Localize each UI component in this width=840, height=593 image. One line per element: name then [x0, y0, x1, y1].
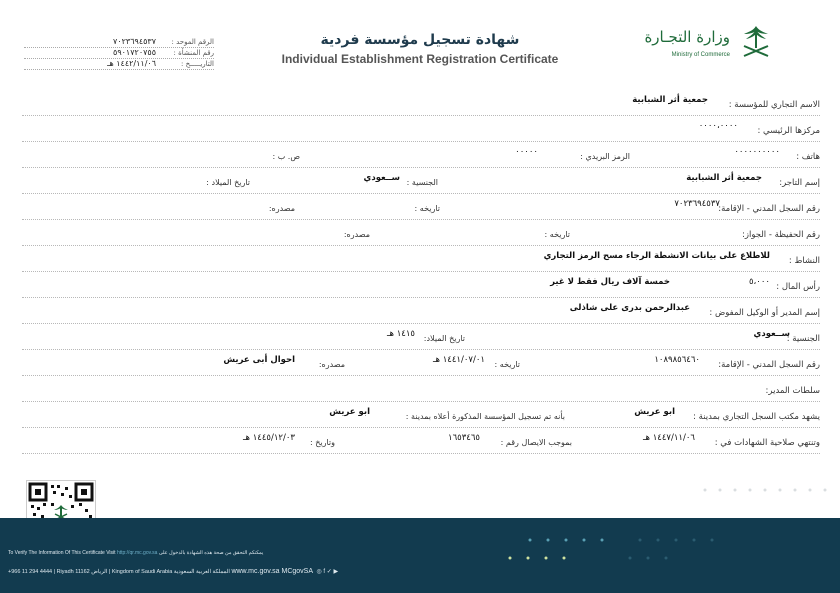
postal-value: ٠٠٠٠٠	[515, 147, 538, 157]
receipt-date-label: وتاريخ :	[309, 438, 335, 447]
manager-authority-label: سلطات المدير:	[765, 386, 820, 396]
nationality-label: الجنسية :	[406, 178, 438, 187]
title-english: Individual Establishment Registration Certificate	[281, 52, 559, 66]
manager-source-value: احوال أبى عريش	[223, 355, 295, 365]
unified-number-value: ٧٠٢٣٦٩٤٥٣٧	[113, 37, 156, 46]
manager-dob-value: ١٤١٥ هـ	[387, 329, 415, 339]
family-row	[22, 226, 820, 246]
date-label: التاريـــــخ :	[180, 60, 214, 68]
verify-text-ar: يمكنكم التحقق من صحة هذه الشهادة بالدخول على	[158, 550, 264, 556]
manager-row	[22, 304, 820, 324]
nationality-value: ســعودي	[363, 173, 400, 183]
main-center-value: ٠٠٠٠،٠٠٠٠	[698, 121, 738, 131]
certify-text: بأنه تم تسجيل المؤسسة المذكورة أعلاه بمدينة :	[405, 412, 565, 421]
unified-number-label: الرقم الموحد :	[171, 38, 214, 46]
manager-civil-row	[22, 356, 820, 376]
receipt-label: بموجب الايصال رقم :	[500, 438, 572, 447]
ministry-logo	[644, 22, 776, 70]
manager-dob-label: تاريخ الميلاد:	[423, 334, 465, 343]
manager-civil-label: رقم السجل المدني - الإقامة:	[718, 360, 820, 370]
civil-label: رقم السجل المدني - الإقامة:	[718, 204, 820, 214]
phone-row	[22, 148, 820, 168]
family-label: رقم الحفيظة - الجواز:	[742, 230, 820, 240]
postal-label: الرمز البريدي :	[580, 152, 630, 161]
establishment-number-label: رقم المنشأة :	[173, 49, 214, 57]
verify-text	[8, 550, 263, 556]
decorative-dots	[700, 485, 830, 503]
footer-dots	[500, 528, 720, 568]
activity-label: النشاط :	[788, 256, 820, 266]
family-source-label: مصدره:	[343, 230, 370, 239]
capital-row	[22, 278, 820, 298]
phone-value: ٠٠٠٠٠٠٠٠٠٠	[734, 147, 780, 157]
verify-text-en: To Verify The Information Of This Certificate Visit	[8, 550, 116, 556]
phone-label: هاتف :	[796, 152, 820, 162]
contact-details: +966 11 294 4444 | Riyadh 11162 الرياض | Kingdom of Saudi Arabia المملكة العربية السعودية	[8, 569, 230, 575]
expiry-label: وتنتهي صلاحية الشهادات في :	[714, 438, 820, 448]
activity-row	[22, 252, 820, 272]
trade-name-row	[22, 96, 820, 116]
main-center-row	[22, 122, 820, 142]
manager-date-label: تاريخه :	[494, 360, 520, 369]
office-row	[22, 408, 820, 428]
activity-value: للاطلاع على بيانات الانشطة الرجاء مسح الرمز التجاري	[543, 251, 770, 261]
website-link[interactable]: www.mc.gov.sa MCgovSA	[231, 568, 313, 575]
manager-nationality-label: الجنسية :	[786, 334, 820, 344]
contact-info	[8, 568, 338, 575]
merchant-row	[22, 174, 820, 194]
establishment-number-value: ٥٩٠١٧٢٠٧٥٥	[113, 48, 156, 57]
office-city: ابو عريش	[634, 407, 675, 417]
pobox-label: ص. ب :	[272, 152, 300, 161]
manager-source-label: مصدره:	[318, 360, 345, 369]
capital-label: رأس المال :	[776, 282, 820, 292]
merchant-value: جمعية أثر الشبابية	[686, 173, 762, 183]
receipt-date-value: ١٤٤٥/١٢/٠٣ هـ	[243, 433, 295, 443]
manager-nationality-row	[22, 330, 820, 350]
certify-city: ابو عريش	[329, 407, 370, 417]
family-date-label: تاريخه :	[544, 230, 570, 239]
manager-label: إسم المدير أو الوكيل المفوض :	[709, 308, 820, 318]
header	[0, 18, 840, 73]
manager-nationality-value: ســعودي	[753, 329, 790, 339]
footer	[0, 518, 840, 593]
logo-english-text: Ministry of Commerce	[671, 52, 730, 58]
verify-link[interactable]: http://qr.mc.gov.sa	[116, 550, 158, 556]
civil-row	[22, 200, 820, 220]
manager-civil-value: ١٠٨٩٨٥٦٤٦٠	[654, 355, 700, 365]
expiry-value: ١٤٤٧/١١/٠٦ هـ	[643, 433, 695, 443]
title-arabic: شهادة تسجيل مؤسسة فردية	[320, 32, 520, 48]
trade-name-value: جمعية أثر الشبابية	[632, 95, 708, 105]
manager-authority-row	[22, 382, 820, 402]
capital-words: خمسة آلاف ريال فقط لا غير	[550, 277, 670, 287]
manager-date-value: ١٤٤١/٠٧/٠١ هـ	[433, 355, 485, 365]
main-center-label: مركزها الرئيسي :	[757, 126, 820, 136]
expiry-row	[22, 434, 820, 454]
merchant-label: إسم التاجر:	[779, 178, 820, 188]
receipt-value: ١٦٥٣٤٦٥	[448, 433, 480, 443]
civil-value: ٧٠٢٣٦٩٤٥٣٧	[674, 199, 720, 209]
date-value: ١٤٤٢/١١/٠٦ هـ	[107, 59, 156, 68]
trade-name-label: الاسم التجاري للمؤسسة :	[728, 100, 820, 110]
civil-date-label: تاريخه :	[414, 204, 440, 213]
capital-value: ٥،٠٠٠	[748, 277, 770, 287]
social-icons: ◎ f ✓ ▶	[316, 569, 339, 575]
palm-swords-emblem-icon	[736, 22, 776, 62]
dob-label: تاريخ الميلاد :	[206, 178, 250, 187]
civil-source-label: مصدره:	[268, 204, 295, 213]
office-label: يشهد مكتب السجل التجاري بمدينة :	[693, 412, 820, 422]
manager-value: عبدالرحمن بدرى على شاذلى	[569, 303, 690, 313]
logo-arabic-text: وزارة التجـارة	[644, 28, 730, 46]
